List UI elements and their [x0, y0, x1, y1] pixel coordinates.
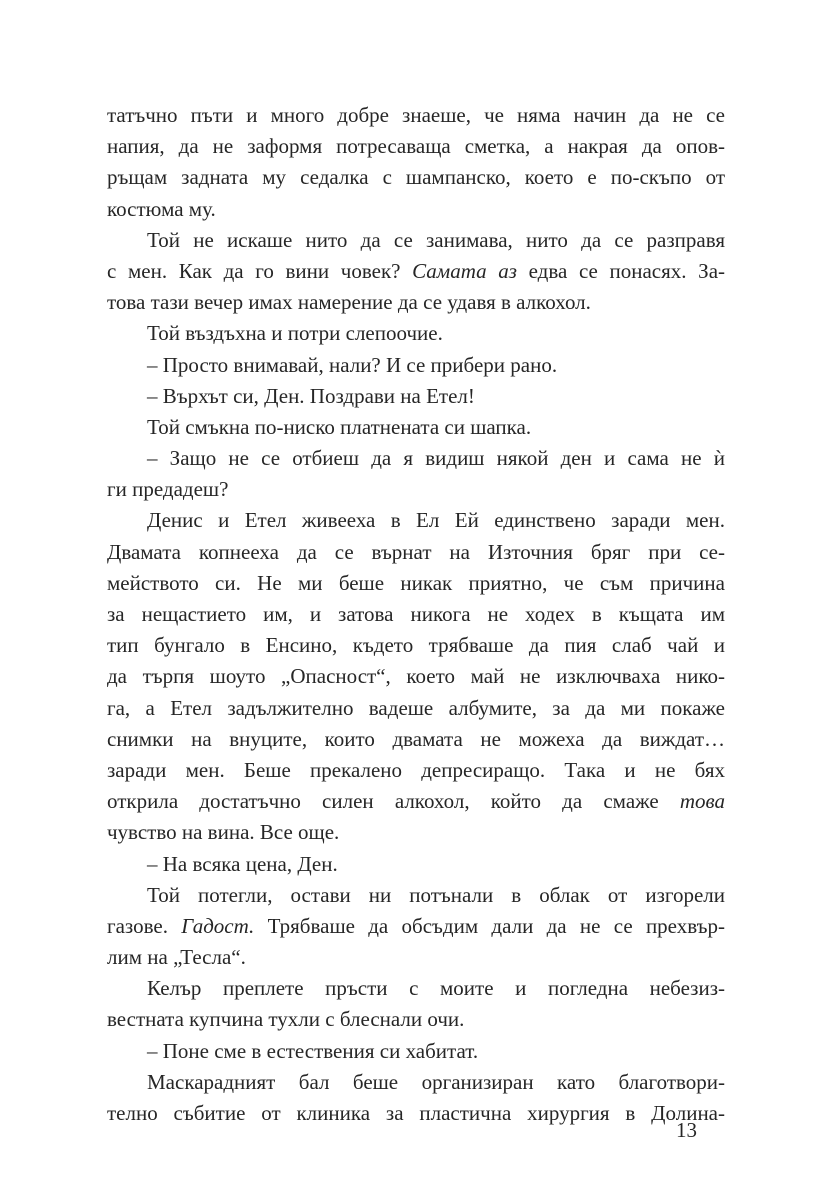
line-text: това тази вечер имах намерение да се удавя в алкохол. — [107, 290, 591, 315]
text-line — [107, 693, 725, 724]
text-line — [107, 474, 725, 505]
text-line — [107, 412, 725, 443]
line-text: едва се понасях. За- — [516, 258, 726, 283]
line-content — [107, 537, 725, 568]
italic-emphasis: това — [679, 789, 725, 814]
line-content — [107, 724, 725, 755]
line-content — [107, 100, 725, 131]
line-text: мейството си. Не ми беше никак приятно, че съм причина — [107, 570, 725, 595]
text-line — [107, 256, 725, 287]
line-text: газове. — [107, 913, 182, 938]
line-content — [107, 911, 725, 942]
line-content — [147, 443, 725, 474]
line-content — [107, 194, 216, 225]
line-content — [107, 786, 725, 817]
line-text: тип бунгало в Енсино, където трябваше да пия слаб чай и — [107, 633, 725, 658]
text-line — [107, 131, 725, 162]
text-line — [107, 1098, 725, 1129]
text-line — [107, 225, 725, 256]
line-content — [107, 162, 725, 193]
line-content — [107, 1098, 725, 1129]
text-line — [107, 1067, 725, 1098]
text-line — [107, 599, 725, 630]
line-content — [107, 693, 725, 724]
text-line — [107, 661, 725, 692]
text-line — [107, 911, 725, 942]
line-content — [107, 568, 725, 599]
line-text: – Поне сме в естествения си хабитат. — [147, 1038, 479, 1063]
line-text: га, а Етел задължително вадеше албумите, за да ми покаже — [107, 695, 725, 720]
line-text: телно събитие от клиника за пластична хирургия в Долина- — [107, 1101, 725, 1125]
line-text: ги предадеш? — [107, 477, 229, 502]
text-line — [107, 1004, 725, 1035]
text-line — [107, 537, 725, 568]
line-content — [107, 942, 246, 973]
line-text: с мен. Как да го вини човек? — [107, 258, 413, 283]
page-number: 13 — [676, 1118, 697, 1142]
line-text: Той потегли, остави ни потънали в облак от изгорели — [147, 882, 725, 907]
text-line — [107, 287, 725, 318]
line-text: – Просто внимавай, нали? И се прибери рано. — [147, 352, 558, 377]
line-text: вестната купчина тухли с блеснали очи. — [107, 1007, 465, 1032]
text-line — [107, 849, 725, 880]
line-text: Той смъкна по-ниско платнената си шапка. — [147, 414, 532, 439]
line-text: Денис и Етел живееха в Ел Ей единствено заради мен. — [147, 508, 725, 533]
text-line — [107, 724, 725, 755]
line-content — [147, 973, 725, 1004]
text-line — [107, 973, 725, 1004]
line-text: ръщам задната му седалка с шампанско, което е по-скъпо от — [107, 165, 725, 190]
line-content — [107, 630, 725, 661]
line-text: Той въздъхна и потри слепоочие. — [147, 321, 443, 346]
line-content — [147, 318, 443, 349]
line-content — [107, 1004, 464, 1035]
text-line — [107, 162, 725, 193]
line-text: напия, да не заформя потресаваща сметка, а накрая да опов- — [107, 134, 725, 159]
italic-emphasis: Самата аз — [412, 258, 517, 283]
text-line — [107, 381, 725, 412]
text-line — [107, 817, 725, 848]
text-line — [107, 786, 725, 817]
line-content — [147, 350, 557, 381]
line-text: Той не искаше нито да се занимава, нито да се разправя — [147, 227, 725, 252]
text-line — [107, 318, 725, 349]
line-text: чувство на вина. Все още. — [107, 820, 340, 845]
line-text: – Защо не се отбиеш да я видиш някой ден и сама не ѝ — [147, 446, 725, 471]
text-line — [107, 942, 725, 973]
line-content — [107, 131, 725, 162]
text-line — [107, 505, 725, 536]
line-content — [147, 849, 338, 880]
line-content — [147, 1067, 725, 1098]
line-content — [107, 817, 339, 848]
line-text: заради мен. Беше прекалено депресиращо. Така и не бях — [107, 757, 725, 782]
text-line — [107, 100, 725, 131]
italic-emphasis: Гадост. — [181, 913, 255, 938]
line-content — [107, 599, 725, 630]
text-line — [107, 1036, 725, 1067]
line-text: да търпя шоуто „Опасност“, което май не изключваха нико- — [107, 664, 725, 689]
text-line — [107, 568, 725, 599]
line-text: Маскарадният бал беше организиран като благотвори- — [147, 1069, 725, 1094]
line-content — [147, 505, 725, 536]
line-content — [147, 880, 725, 911]
line-content — [147, 1036, 478, 1067]
text-line — [107, 755, 725, 786]
line-text: лим на „Тесла“. — [107, 945, 246, 970]
text-line — [107, 443, 725, 474]
text-line — [107, 880, 725, 911]
line-text: снимки на внуците, които двамата не можеха да виждат… — [107, 726, 725, 751]
line-content — [147, 412, 531, 443]
line-content — [147, 381, 475, 412]
text-line — [107, 194, 725, 225]
line-text: за нещастието им, и затова никога не ходех в къщата им — [107, 602, 725, 626]
line-text: – Върхът си, Ден. Поздрави на Етел! — [147, 383, 475, 408]
line-text: Келър преплете пръсти с моите и погледна небезиз- — [147, 976, 725, 1001]
book-page-body — [107, 100, 725, 1129]
line-content — [107, 474, 228, 505]
line-content — [107, 287, 591, 318]
line-content — [107, 256, 725, 287]
line-content — [107, 755, 725, 786]
line-text: Трябваше да обсъдим дали да не се прехвър- — [254, 913, 725, 938]
line-text: – На всяка цена, Ден. — [147, 851, 338, 876]
line-content — [147, 225, 725, 256]
line-content — [107, 661, 725, 692]
text-line — [107, 630, 725, 661]
line-text: костюма му. — [107, 196, 216, 221]
text-line — [107, 350, 725, 381]
line-text: татъчно пъти и много добре знаеше, че няма начин да не се — [107, 103, 725, 127]
line-text: Двамата копнееха да се върнат на Източния бряг при се- — [107, 539, 725, 564]
line-text: открила достатъчно силен алкохол, който да смаже — [107, 789, 680, 814]
